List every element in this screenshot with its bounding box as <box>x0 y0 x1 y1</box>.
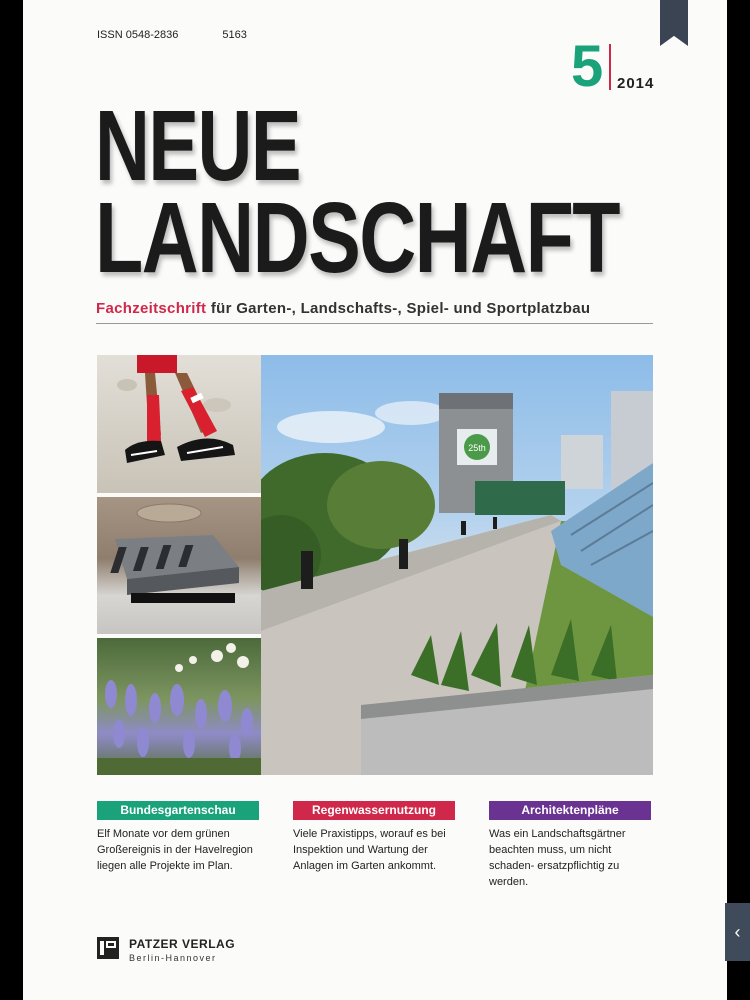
section-badge-bundesgartenschau[interactable]: Bundesgartenschau <box>97 801 259 820</box>
publisher-logo <box>97 937 119 959</box>
chevron-left-icon[interactable]: ‹ <box>725 903 750 961</box>
photo-roof-garden-walkway <box>261 355 653 775</box>
issue-number: 5 <box>571 34 604 99</box>
photo-soccer-player-legs <box>97 355 261 493</box>
issn-number: ISSN 0548-2836 <box>97 29 179 41</box>
magazine-cover <box>23 0 727 1000</box>
section-badge-architektenplaene[interactable]: Architektenpläne <box>489 801 651 820</box>
section-text-regenwassernutzung: Viele Praxistipps, worauf es bei Inspektion und Wartung der Anlagen im Garten ankommt. <box>293 828 446 872</box>
issue-year: 2014 <box>617 75 655 92</box>
section-text-architektenplaene: Was ein Landschaftsgärtner beachten muss, um nicht schaden- ersatzpflichtig zu werden. <box>489 828 626 888</box>
photo-drainage-grate <box>97 497 261 634</box>
section-badge-regenwassernutzung[interactable]: Regenwassernutzung <box>293 801 455 820</box>
title-line-1: NEUE <box>95 90 301 202</box>
issn-line <box>97 29 247 41</box>
bookmark-icon[interactable] <box>660 0 688 46</box>
publisher-name: PATZER VERLAG <box>129 937 236 951</box>
magazine-code: 5163 <box>222 29 247 41</box>
section-text-bundesgartenschau: Elf Monate vor dem grünen Großereignis in der Havelregion liegen alle Projekte im Plan. <box>97 828 253 872</box>
subtitle-rule <box>96 323 653 324</box>
issue-divider <box>609 44 611 90</box>
title-line-2: LANDSCHAFT <box>95 182 619 294</box>
subtitle-rest: für Garten-, Landschafts-, Spiel- und Sportplatzbau <box>206 300 591 317</box>
publisher-city: Berlin-Hannover <box>129 953 217 963</box>
subtitle-highlight: Fachzeitschrift <box>96 300 207 317</box>
photo-blue-flowers <box>97 638 261 775</box>
subtitle <box>96 300 590 317</box>
poster-text: 25th <box>468 443 486 453</box>
